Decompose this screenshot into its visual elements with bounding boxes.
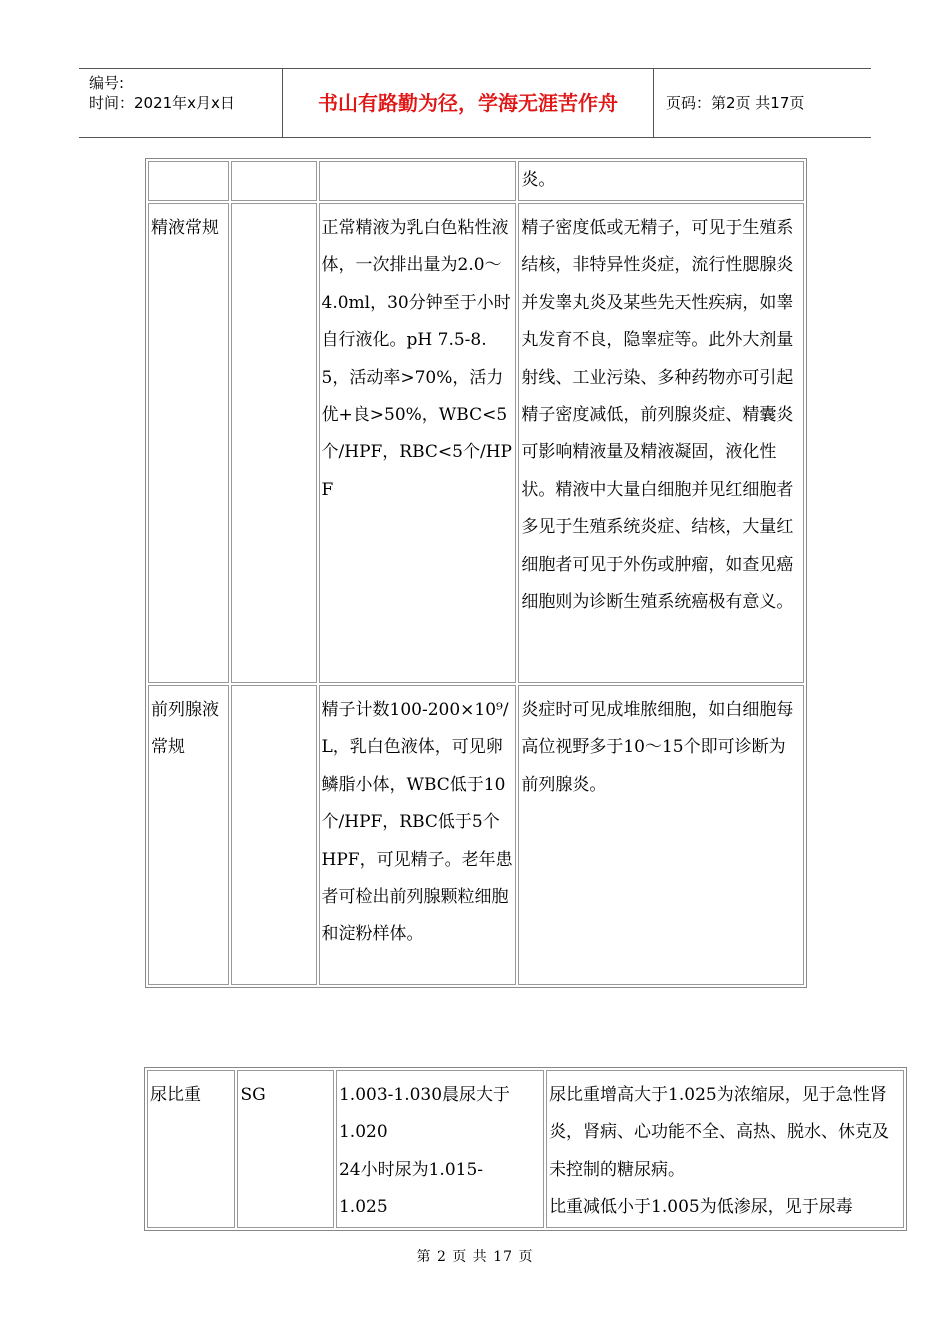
lab-table-continued xyxy=(145,158,807,988)
abbr-cell xyxy=(231,203,317,683)
clinical-significance-cell: 炎。 xyxy=(518,161,804,201)
table-row xyxy=(148,203,804,683)
test-name-cell: 尿比重 xyxy=(147,1070,235,1228)
lab-table-urine xyxy=(144,1067,907,1231)
table-row xyxy=(147,1070,904,1228)
clinical-text-extra: 比重减低小于1.005为低渗尿，见于尿毒 xyxy=(549,1197,853,1218)
header-meta xyxy=(79,69,282,137)
test-name-cell: 前列腺液常规 xyxy=(148,685,229,985)
normal-line: 1.003-1.030晨尿大于 xyxy=(338,1085,511,1105)
clinical-text: 尿比重增高大于1.025为浓缩尿，见于急性肾炎，肾病、心功能不全、高热、脱水、休克及未控制的糖尿病。 xyxy=(549,1085,890,1180)
serial-label: 编号: xyxy=(89,74,125,92)
normal-line: 1.020 xyxy=(338,1122,388,1143)
abbr-cell xyxy=(231,161,317,201)
clinical-significance-cell xyxy=(546,1070,904,1228)
abbr-cell xyxy=(231,685,317,985)
normal-line: 1.025 xyxy=(338,1197,388,1218)
normal-line: 24小时尿为1.015- xyxy=(338,1159,484,1180)
clinical-significance-cell: 精子密度低或无精子，可见于生殖系结核，非特异性炎症，流行性腮腺炎并发睾丸炎及某些先天性疾病，如睾丸发育不良，隐睾症等。此外大剂量射线、工业污染、多种药物亦可引起精子密度减低，前列腺炎症、精囊炎可影响精液量及精液凝固，液化性状。精液中大量白细胞并见红细胞者多见于生殖系统炎症、结核，大量红细胞者可见于外伤或肿瘤，如查见癌细胞则为诊断生殖系统癌极有意义。 xyxy=(518,203,804,683)
test-name-cell: 精液常规 xyxy=(148,203,229,683)
table-row xyxy=(148,685,804,985)
normal-range-cell xyxy=(319,161,517,201)
page-header xyxy=(79,68,871,138)
normal-range-cell: 精子计数100-200×10⁹/L，乳白色液体，可见卵鳞脂小体，WBC低于10个/HPF，RBC低于5个HPF，可见精子。老年患者可检出前列腺颗粒细胞和淀粉样体。 xyxy=(319,685,517,985)
header-page-info: 页码：第2页 共17页 xyxy=(666,94,805,112)
normal-range-cell xyxy=(336,1070,544,1228)
test-name-cell xyxy=(148,161,229,201)
header-motto: 书山有路勤为径，学海无涯苦作舟 xyxy=(282,69,654,137)
page-footer: 第 2 页 共 17 页 xyxy=(416,1249,534,1265)
table-row xyxy=(148,161,804,201)
date-text: 时间：2021年x月x日 xyxy=(89,94,235,112)
abbr-cell: SG xyxy=(237,1070,334,1228)
clinical-significance-cell: 炎症时可见成堆脓细胞，如白细胞每高位视野多于10～15个即可诊断为前列腺炎。 xyxy=(518,685,804,985)
normal-range-cell: 正常精液为乳白色粘性液体，一次排出量为2.0～4.0ml，30分钟至于小时自行液化。pH 7.5-8.5，活动率>70%，活力优+良>50%，WBC<5个/HPF，RBC<5个/HPF xyxy=(319,203,517,683)
